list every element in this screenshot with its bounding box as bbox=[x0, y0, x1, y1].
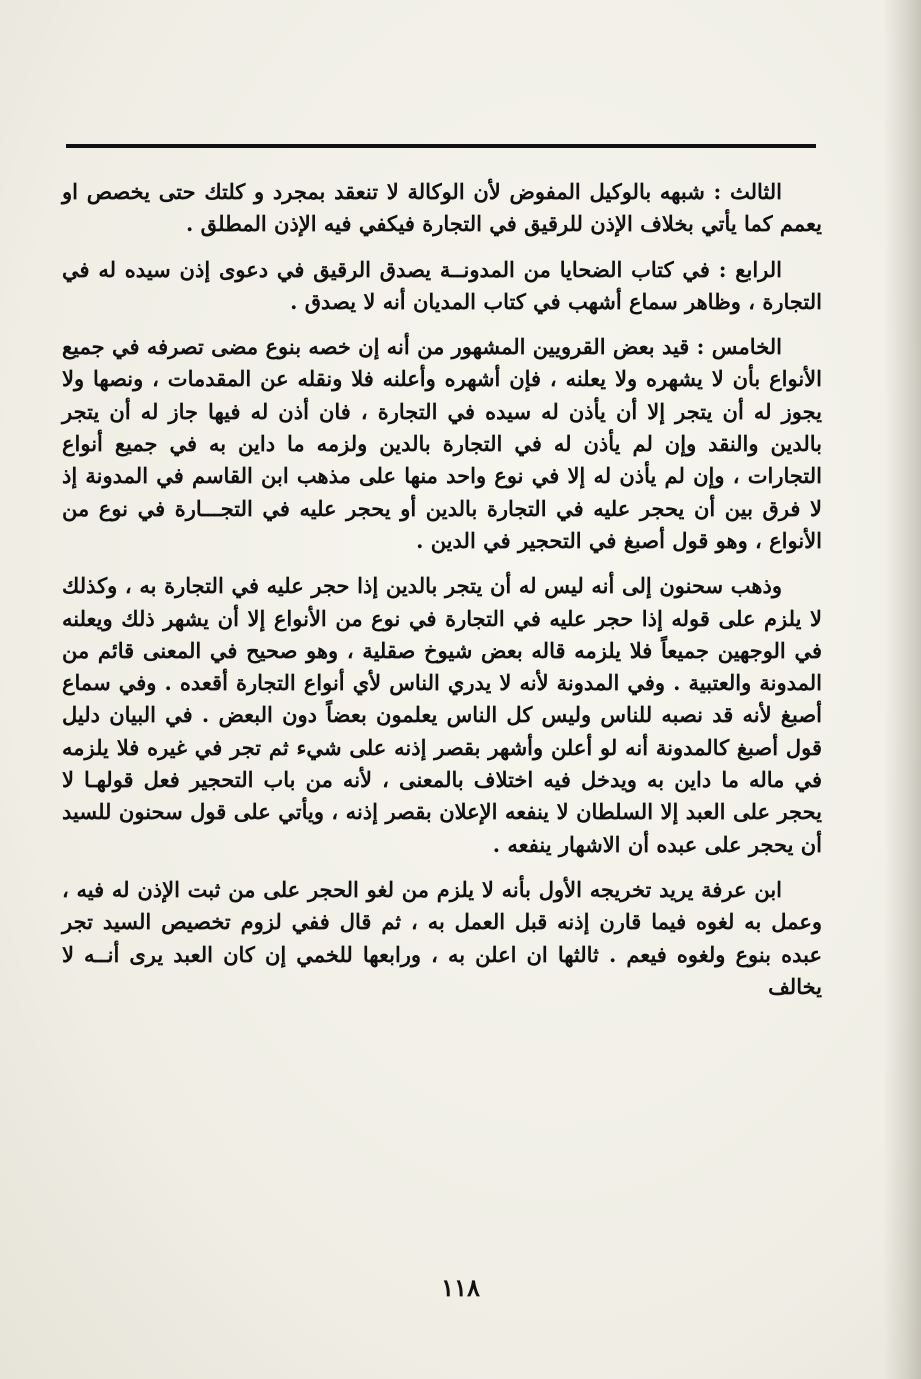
page-number: ١١٨ bbox=[441, 1273, 480, 1302]
paragraph-fourth: الرابع : في كتاب الضحايا من المدونــة يصدق الرقيق في دعوى إذن سيده له في التجارة ، وظاهر سماع أشهب في كتاب المديان أنه لا يصدق . bbox=[62, 256, 822, 314]
page-binding-shadow bbox=[883, 0, 921, 1379]
paragraph-fifth: الخامس : قيد بعض القرويين المشهور من أنه إن خصه بنوع مضى تصرفه في جميع الأنواع بأن لا يشهره ولا يعلنه ، فإن أشهره وأعلنه فلا ونقله عن المقدمات ، ونصها ولا يجوز له أن يتجر إلا أن يأذن له سيده في التجارة ، فان أذن له فيها جاز له أن يتجر بالدين والنقد وإن لم يأذن له في التجارة بالدين ولزمه ما داين به في جميع أنواع التجارات ، وإن لم يأذن له إلا في نوع واحد منها على مذهب ابن القاسم في المدونة إذ لا فرق بين أن يحجر عليه في التجارة بالدين أو يحجر عليه في التجـــارة في نوع من الأنواع ، وهو قول أصبغ في التحجير في الدين . bbox=[62, 334, 822, 553]
header-rule bbox=[66, 144, 816, 148]
paragraph-sahnun: وذهب سحنون إلى أنه ليس له أن يتجر بالدين إذا حجر عليه في التجارة به ، وكذلك لا يلزم على قوله إذا حجر عليه في التجارة في نوع من الأنواع إلا أن يشهر ذلك ويعلنه في الوجهين جميعاً فلا يلزمه قاله بعض شيوخ صقلية ، وهو صحيح في المعنى قائم من المدونة والعتبية . وفي المدونة لأنه لا يدري الناس لأي أنواع التجارة أقعده . وفي سماع أصبغ لأنه قد نصبه للناس وليس كل الناس يعلمون بعضاً دون البعض . في البيان دليل قول أصبغ كالمدونة أنه لو أعلن وأشهر بقصر إذنه على شيء ثم تجر في غيره فلا يلزمه في ماله ما داين به ويدخل فيه اختلاف بالمعنى ، لأنه من باب التحجير فعل قولهـا لا يحجر على العبد إلا السلطان لا ينفعه الإعلان بقصر إذنه ، ويأتي على قول سحنون للسيد أن يحجر على عبده أن الاشهار ينفعه . bbox=[62, 573, 822, 857]
paragraph-third: الثالث : شبهه بالوكيل المفوض لأن الوكالة لا تنعقد بمجرد و كلتك حتى يخصص او يعمم كما يأتي بخلاف الإذن للرقيق في التجارة فيكفي فيه الإذن المطلق . bbox=[62, 179, 822, 237]
body-text bbox=[62, 176, 822, 1016]
paragraph-ibn-arafa: ابن عرفة يريد تخريجه الأول بأنه لا يلزم من لغو الحجر على من ثبت الإذن له فيه ، وعمل به لغوه فيما قارن إذنه قبل العمل به ، ثم قال ففي لزوم تخصيص السيد تجر عبده بنوع ولغوه فيعم . ثالثها ان اعلن به ، ورابعها للخمي إن كان العبد يرى أنــه لا يخالف bbox=[62, 876, 822, 999]
